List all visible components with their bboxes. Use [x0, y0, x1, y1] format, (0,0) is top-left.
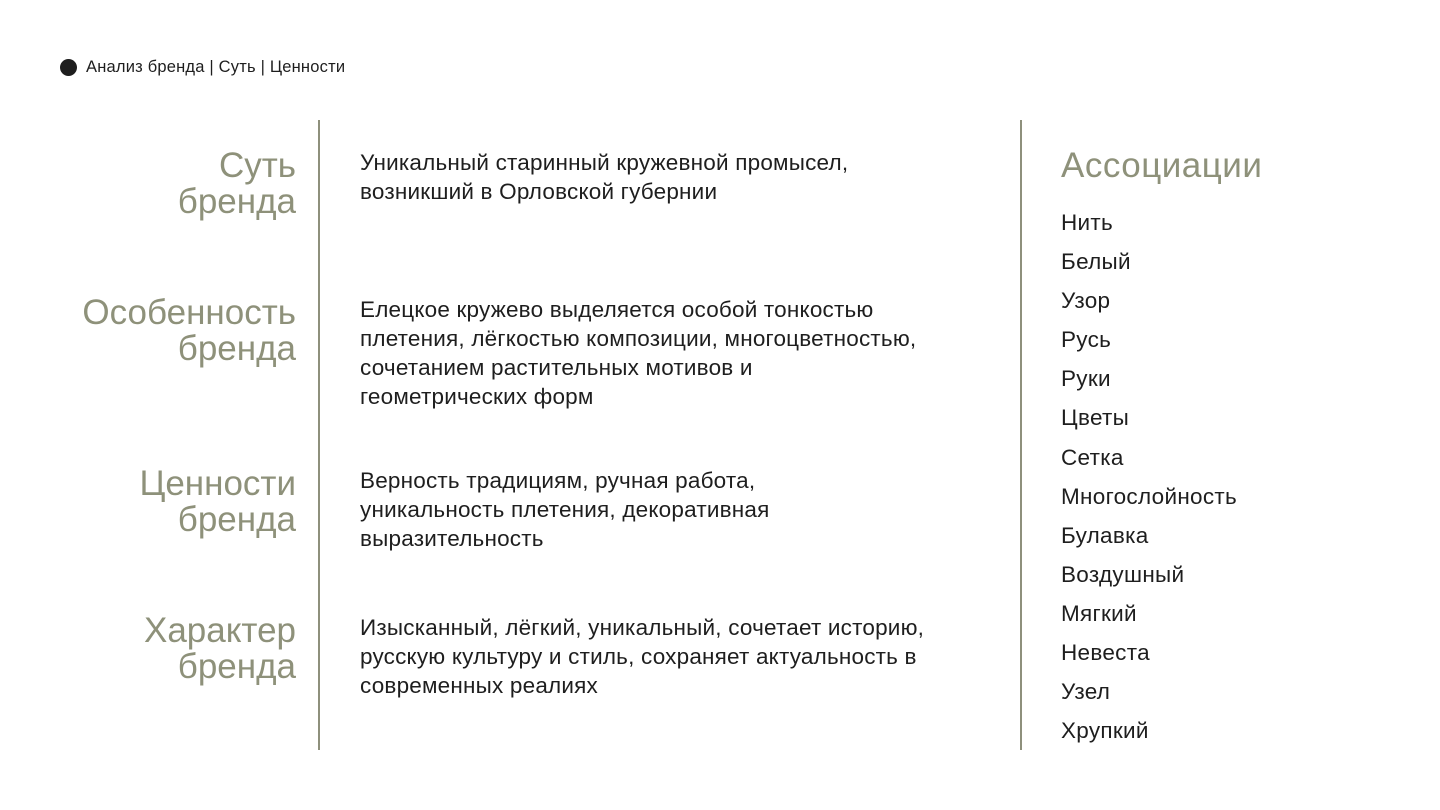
slide-header	[60, 58, 345, 77]
row-label-line2: бренда	[177, 647, 296, 686]
row-label-line1: Особенность	[82, 293, 296, 332]
associations-title: Ассоциации	[1061, 146, 1263, 185]
row-label-values	[139, 466, 296, 538]
left-divider	[318, 120, 320, 750]
association-item: Узор	[1061, 288, 1111, 314]
association-item: Сетка	[1061, 444, 1124, 470]
association-item: Мягкий	[1061, 600, 1137, 626]
row-text-feature: Елецкое кружево выделяется особой тонкостью плетения, лёгкостью композиции, многоцветностью, сочетанием растительных мотивов и геометрических форм	[360, 297, 917, 409]
association-item: Многослойность	[1061, 483, 1238, 509]
association-item: Воздушный	[1061, 561, 1185, 587]
row-label-line2: бренда	[177, 329, 296, 368]
row-label-line1: Характер	[143, 611, 296, 650]
row-label-feature	[82, 295, 296, 367]
right-divider	[1020, 120, 1022, 750]
association-item: Руки	[1061, 366, 1111, 392]
row-text-values: Верность традициям, ручная работа, уникальность плетения, декоративная выразительность	[360, 468, 770, 551]
row-text-character: Изысканный, лёгкий, уникальный, сочетает историю, русскую культуру и стиль, сохраняет актуальность в современных реалиях	[360, 615, 925, 698]
association-item: Белый	[1061, 249, 1131, 275]
row-label-line2: бренда	[177, 182, 296, 221]
association-item: Хрупкий	[1061, 718, 1149, 744]
association-item: Узел	[1061, 679, 1111, 705]
bullet-dot-icon	[60, 59, 77, 76]
row-label-line1: Ценности	[139, 464, 296, 503]
association-item: Булавка	[1061, 522, 1149, 548]
row-label-essence	[178, 148, 296, 220]
association-item: Нить	[1061, 210, 1114, 235]
breadcrumb: Анализ бренда | Суть | Ценности	[86, 58, 346, 76]
row-text-essence: Уникальный старинный кружевной промысел, возникший в Орловской губернии	[360, 150, 849, 204]
association-item: Цветы	[1061, 405, 1130, 431]
association-item: Невеста	[1061, 640, 1150, 666]
association-item: Русь	[1061, 327, 1112, 353]
row-label-character	[144, 613, 296, 685]
row-label-line2: бренда	[177, 500, 296, 539]
associations-list	[1061, 203, 1237, 750]
row-label-line1: Суть	[218, 146, 296, 185]
